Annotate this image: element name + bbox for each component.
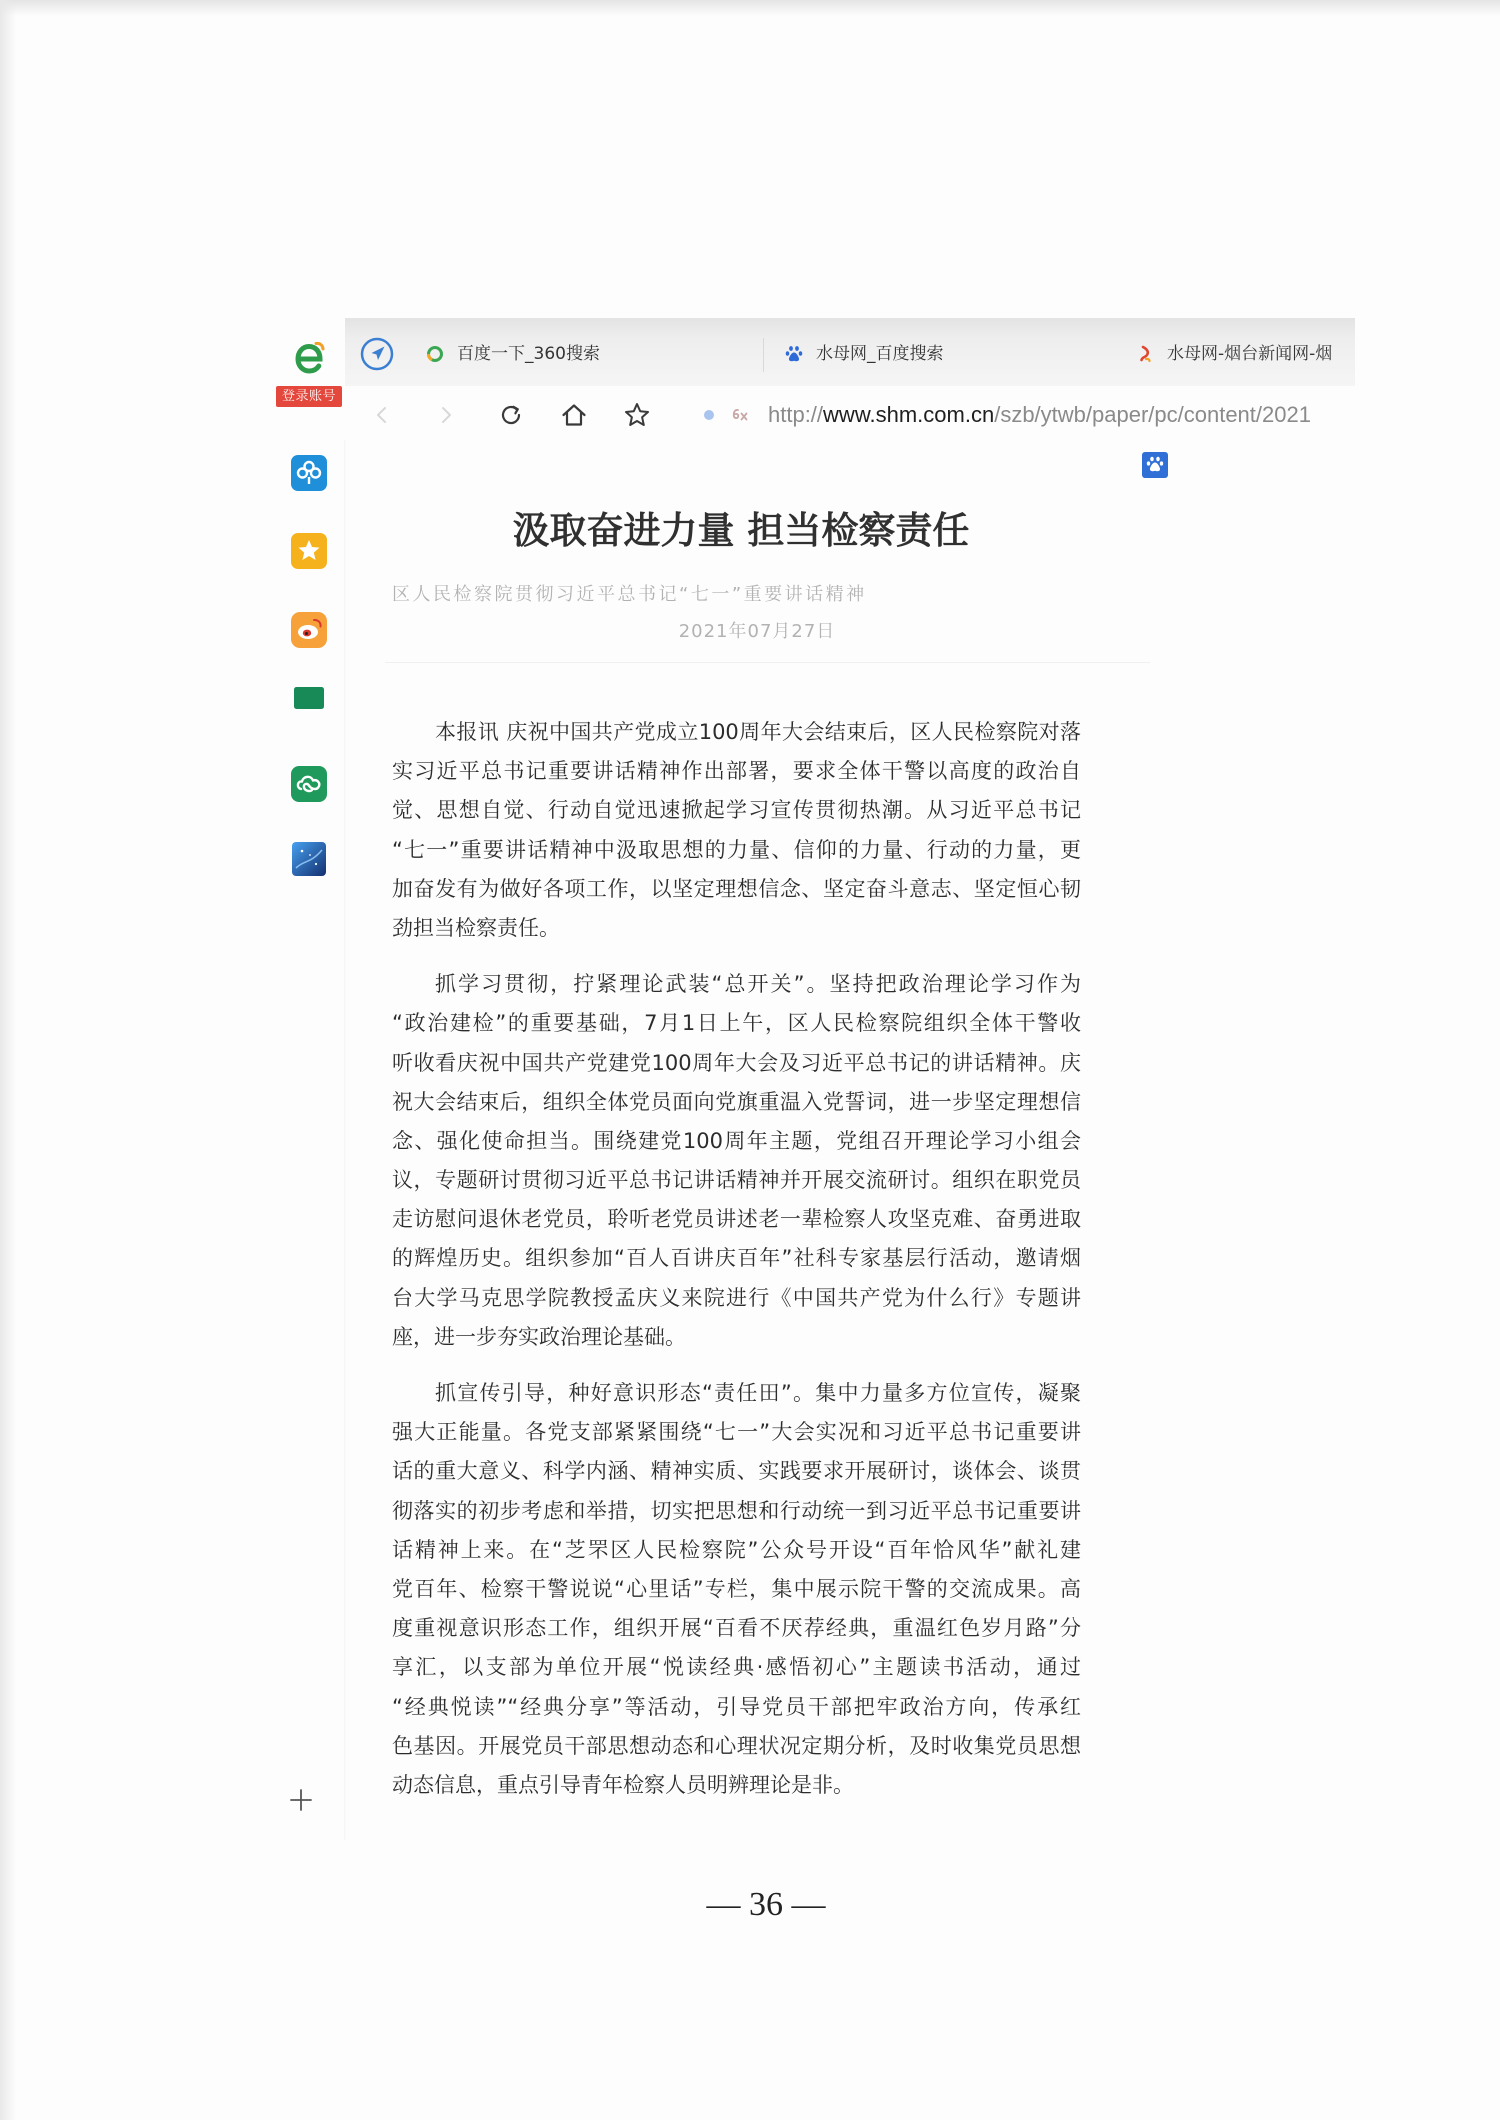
forward-icon[interactable] <box>431 400 461 430</box>
paragraph-line: 的辉煌历史。组织参加“百人百讲庆百年”社科专家基层行活动，邀请烟 <box>392 1246 1081 1271</box>
baidu-paw-extension-icon[interactable] <box>1140 450 1170 480</box>
login-account-button[interactable]: 登录账号 <box>276 386 342 407</box>
browser-e-logo-icon[interactable] <box>289 338 329 378</box>
url-path: /szb/ytwb/paper/pc/content/2021 <box>994 402 1311 427</box>
paragraph-line: 座，进一步夯实政治理论基础。 <box>392 1324 686 1349</box>
paragraph-line: 党百年、检察干警说说“心里话”专栏，集中展示院干警的交流成果。高 <box>392 1576 1081 1601</box>
star-icon[interactable] <box>622 400 652 430</box>
baidu-paw-icon <box>784 344 804 364</box>
plus-icon[interactable] <box>287 1786 315 1814</box>
scan-shadow-top <box>0 0 1500 16</box>
paragraph-line: 动态信息，重点引导青年检察人员明辨理论是非。 <box>392 1772 854 1797</box>
paragraph-line: 议，专题研讨贯彻习近平总书记讲话精神并开展交流研讨。组织在职党员 <box>392 1168 1081 1193</box>
paragraph-line: 觉、思想自觉、行动自觉迅速掀起学习宣传贯彻热潮。从习近平总书记 <box>392 798 1081 823</box>
paragraph-line: 加奋发有为做好各项工作，以坚定理想信念、坚定奋斗意志、坚定恒心韧 <box>392 876 1081 901</box>
paragraph-line: “七一”重要讲话精神中汲取思想的力量、信仰的力量、行动的力量，更 <box>392 837 1081 862</box>
url-domain: www.shm.com.cn <box>823 402 995 427</box>
tab-title: 水母网_百度搜索 <box>816 344 944 364</box>
reload-icon[interactable] <box>496 400 526 430</box>
url-scheme: http:// <box>768 402 824 427</box>
paragraph-line: 听收看庆祝中国共产党建党100周年大会及习近平总书记的讲话精神。庆 <box>392 1050 1081 1075</box>
article-body <box>392 713 1081 1822</box>
url-field[interactable] <box>768 398 1355 432</box>
paragraph-line: 话精神上来。在“芝罘区人民检察院”公众号开设“百年恰风华”献礼建 <box>392 1537 1081 1562</box>
sidebar-app-guard[interactable] <box>290 454 328 492</box>
paragraph-line: 念、强化使命担当。围绕建党100周年主题，党组召开理论学习小组会 <box>392 1128 1081 1153</box>
article-header-divider <box>385 662 1150 663</box>
paragraph-line: 本报讯 庆祝中国共产党成立100周年大会结束后，区人民检察院对落 <box>435 720 1081 744</box>
article-paragraph <box>392 713 1081 948</box>
notes-icon <box>290 686 328 710</box>
home-icon[interactable] <box>559 400 589 430</box>
paragraph-line: 抓学习贯彻，拧紧理论武装“总开关”。坚持把政治理论学习作为 <box>435 972 1081 997</box>
sidebar-app-weibo[interactable] <box>290 611 328 649</box>
article-title: 汲取奋进力量 担当检察责任 <box>512 509 970 552</box>
paragraph-line: 强大正能量。各党支部紧紧围绕“七一”大会实况和习近平总书记重要讲 <box>392 1420 1081 1445</box>
paragraph-line: 劲担当检察责任。 <box>392 915 560 940</box>
paragraph-line: 度重视意识形态工作，组织开展“百看不厌荐经典，重温红色岁月路”分 <box>392 1616 1081 1641</box>
paragraph-line: 话的重大意义、科学内涵、精神实质、实践要求开展研讨，谈体会、谈贯 <box>392 1459 1081 1484</box>
tab-separator <box>763 338 764 372</box>
paragraph-line: 彻落实的初步考虑和举措，切实把思想和行动统一到习近平总书记重要讲 <box>392 1498 1081 1523</box>
site-security-icon[interactable] <box>730 405 750 425</box>
paragraph-line: 享汇，以支部为单位开展“悦读经典·感悟初心”主题读书活动，通过 <box>392 1655 1081 1680</box>
tab-title: 水母网-烟台新闻网-烟 <box>1167 344 1333 364</box>
back-icon[interactable] <box>367 400 397 430</box>
paragraph-line: 色基因。开展党员干部思想动态和心理状况定期分析，及时收集党员思想 <box>392 1733 1081 1758</box>
shm-logo-icon <box>1135 344 1155 364</box>
page-number: — 36 — <box>706 1886 826 1923</box>
tab-title: 百度一下_360搜索 <box>457 344 600 364</box>
tab-baidu-search[interactable] <box>784 340 1114 368</box>
paragraph-line: “经典悦读”“经典分享”等活动，引导党员干部把牢政治方向，传承红 <box>392 1694 1081 1719</box>
article-paragraph <box>392 965 1081 1357</box>
tab-360-search[interactable] <box>425 340 745 368</box>
guard-icon <box>290 454 328 492</box>
sidebar-app-wallpaper[interactable] <box>290 840 328 878</box>
paragraph-line: 祝大会结束后，组织全体党员面向党旗重温入党誓词，进一步坚定理想信 <box>392 1089 1081 1114</box>
article-paragraph <box>392 1374 1081 1805</box>
paragraph-line: 走访慰问退休老党员，聆听老党员讲述老一辈检察人攻坚克难、奋勇进取 <box>392 1207 1081 1232</box>
scan-shadow-left <box>0 0 16 2120</box>
favorites-icon <box>290 532 328 570</box>
sidebar-divider <box>344 440 346 1840</box>
weibo-icon <box>290 611 328 649</box>
paragraph-line: 实习近平总书记重要讲话精神作出部署，要求全体干警以高度的政治自 <box>392 759 1081 784</box>
cloud-drive-icon <box>290 765 328 803</box>
sidebar-app-favorites[interactable] <box>290 532 328 570</box>
360-search-icon <box>425 344 445 364</box>
paragraph-line: “政治建检”的重要基础，7月1日上午，区人民检察院组织全体干警收 <box>392 1011 1081 1036</box>
navigation-icon[interactable] <box>359 336 395 372</box>
sidebar-app-cloud-drive[interactable] <box>290 765 328 803</box>
article-subtitle: 区人民检察院贯彻习近平总书记“七一”重要讲话精神 <box>392 584 867 605</box>
paragraph-line: 抓宣传引导，种好意识形态“责任田”。集中力量多方位宣传，凝聚 <box>435 1381 1081 1405</box>
sidebar-app-notes[interactable] <box>290 686 328 724</box>
tab-shm-news[interactable] <box>1135 340 1355 368</box>
paragraph-line: 台大学马克思学院教授孟庆义来院进行《中国共产党为什么行》专题讲 <box>392 1285 1081 1310</box>
wallpaper-icon <box>290 840 328 878</box>
article-date: 2021年07月27日 <box>678 621 836 642</box>
page-status-dot-icon <box>703 409 715 421</box>
